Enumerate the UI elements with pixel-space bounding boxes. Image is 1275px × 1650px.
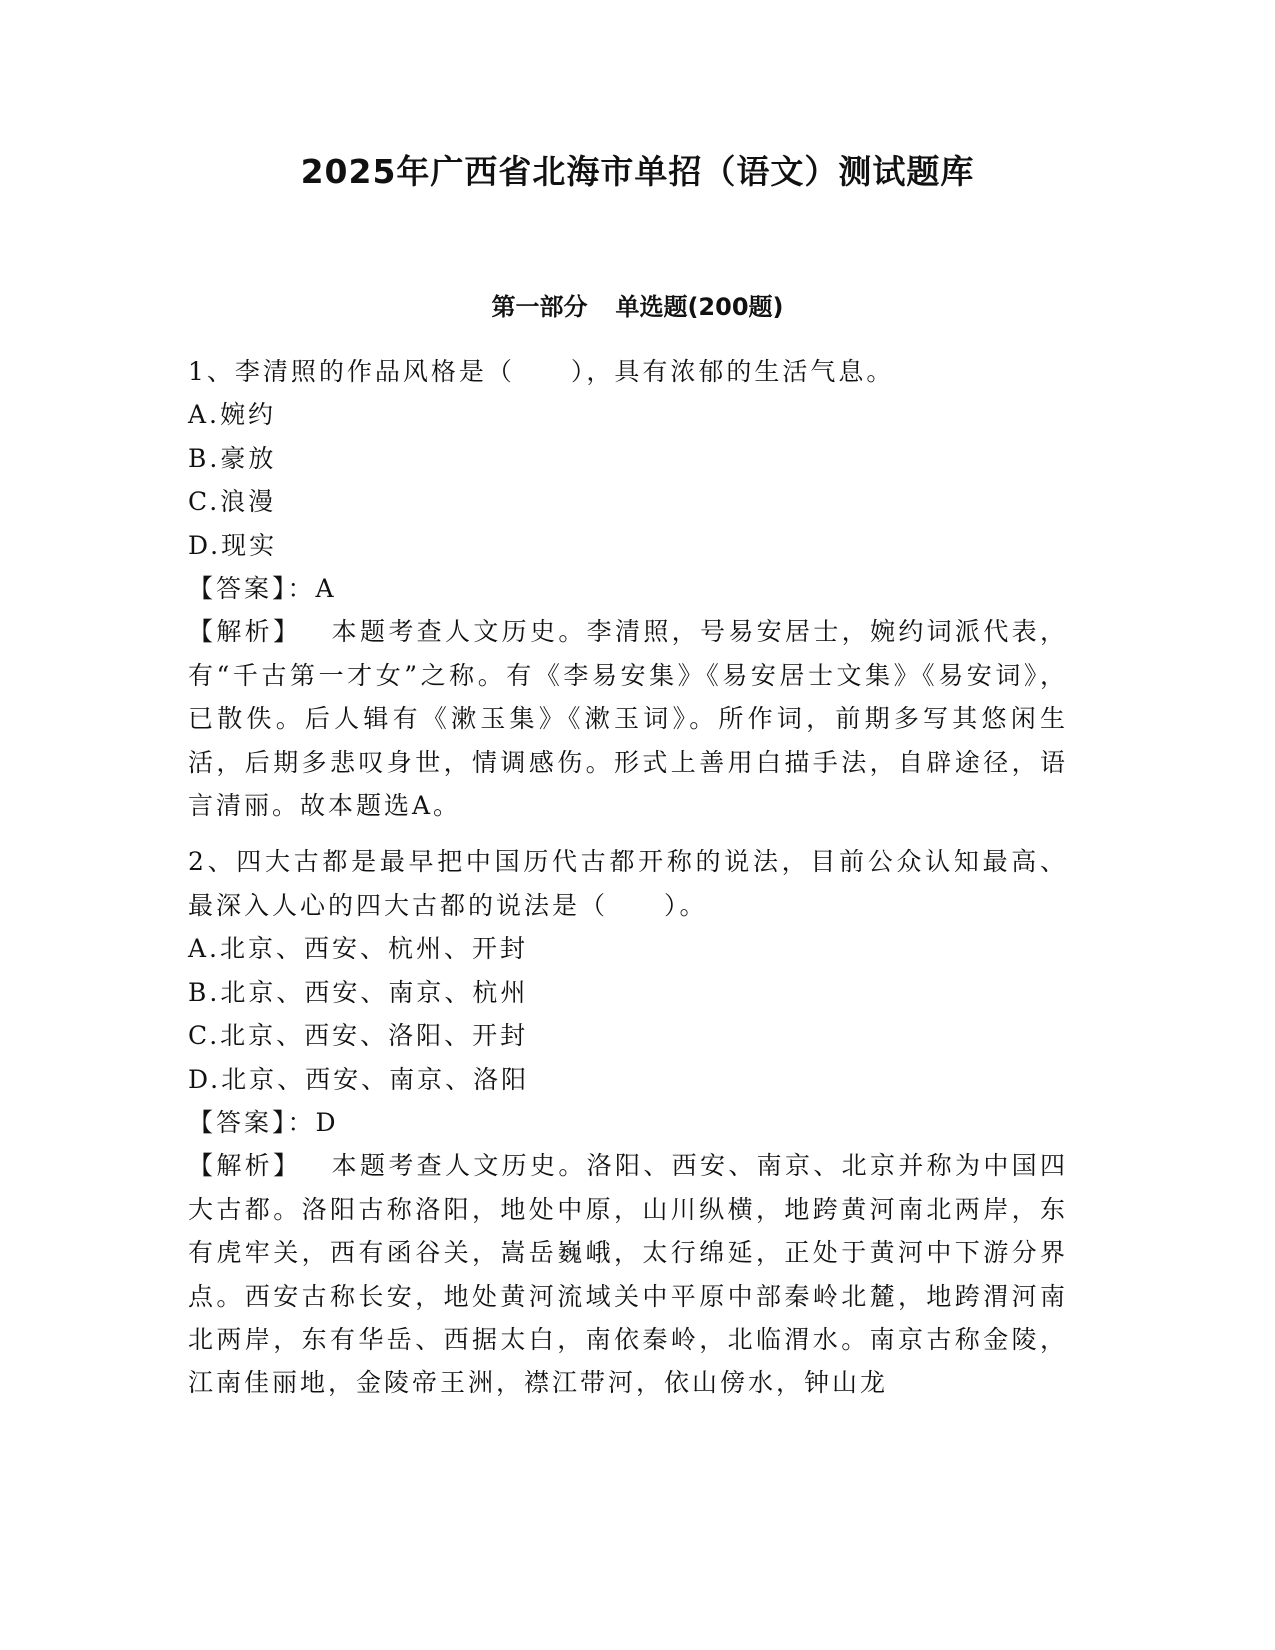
section-label: 第一部分 <box>491 293 588 321</box>
option-c: C.浪漫 <box>188 487 277 517</box>
question-list <box>188 350 1068 1405</box>
option-b: B.北京、西安、南京、杭州 <box>188 977 529 1007</box>
answer-line <box>188 1101 1068 1144</box>
question-2 <box>188 840 1068 1404</box>
option-a: A.北京、西安、杭州、开封 <box>188 934 529 964</box>
answer-label: 【答案】： <box>188 1107 316 1137</box>
option-c: C.北京、西安、洛阳、开封 <box>188 1021 529 1051</box>
section-name: 单选题(200题) <box>615 293 784 321</box>
answer-value: D <box>315 1107 339 1137</box>
analysis-text: 本题考查人文历史。李清照，号易安居士，婉约词派代表，有“千古第一才女”之称。有《李易安集》《易安居士文集》《易安词》，已散佚。后人辑有《漱玉集》《漱玉词》。所作词，前期多写其悠闲生活，后期多悲叹身世，情调感伤。形式上善用白描手法，自辟途径，语言清丽。故本题选A。 <box>188 617 1068 821</box>
option-b: B.豪放 <box>188 443 277 473</box>
analysis-label: 【解析】 <box>188 617 302 647</box>
analysis <box>188 610 1068 827</box>
option-a: A.婉约 <box>188 400 277 430</box>
answer-value: A <box>315 574 337 604</box>
document-title: 2025年广西省北海市单招（语文）测试题库 <box>300 152 975 191</box>
analysis-label: 【解析】 <box>188 1151 302 1181</box>
option-d: D.北京、西安、南京、洛阳 <box>188 1064 530 1094</box>
answer-label: 【答案】： <box>188 574 316 604</box>
question-stem: 1、李清照的作品风格是（ ），具有浓郁的生活气息。 <box>188 357 895 386</box>
question-stem: 2、四大古都是最早把中国历代古都开称的说法，目前公众认知最高、最深入人心的四大古都的说法是（ ）。 <box>188 847 1068 920</box>
section-heading <box>0 290 1275 324</box>
analysis <box>188 1144 1068 1404</box>
answer-line <box>188 567 1068 610</box>
option-d: D.现实 <box>188 530 278 560</box>
analysis-text: 本题考查人文历史。洛阳、西安、南京、北京并称为中国四大古都。洛阳古称洛阳，地处中原，山川纵横，地跨黄河南北两岸，东有虎牢关，西有函谷关，嵩岳巍峨，太行绵延，正处于黄河中下游分界点。西安古称长安，地处黄河流域关中平原中部秦岭北麓，地跨渭河南北两岸，东有华岳、西据太白，南依秦岭，北临渭水。南京古称金陵，江南佳丽地，金陵帝王洲，襟江带河，依山傍水，钟山龙 <box>188 1151 1068 1398</box>
question-1 <box>188 350 1068 827</box>
